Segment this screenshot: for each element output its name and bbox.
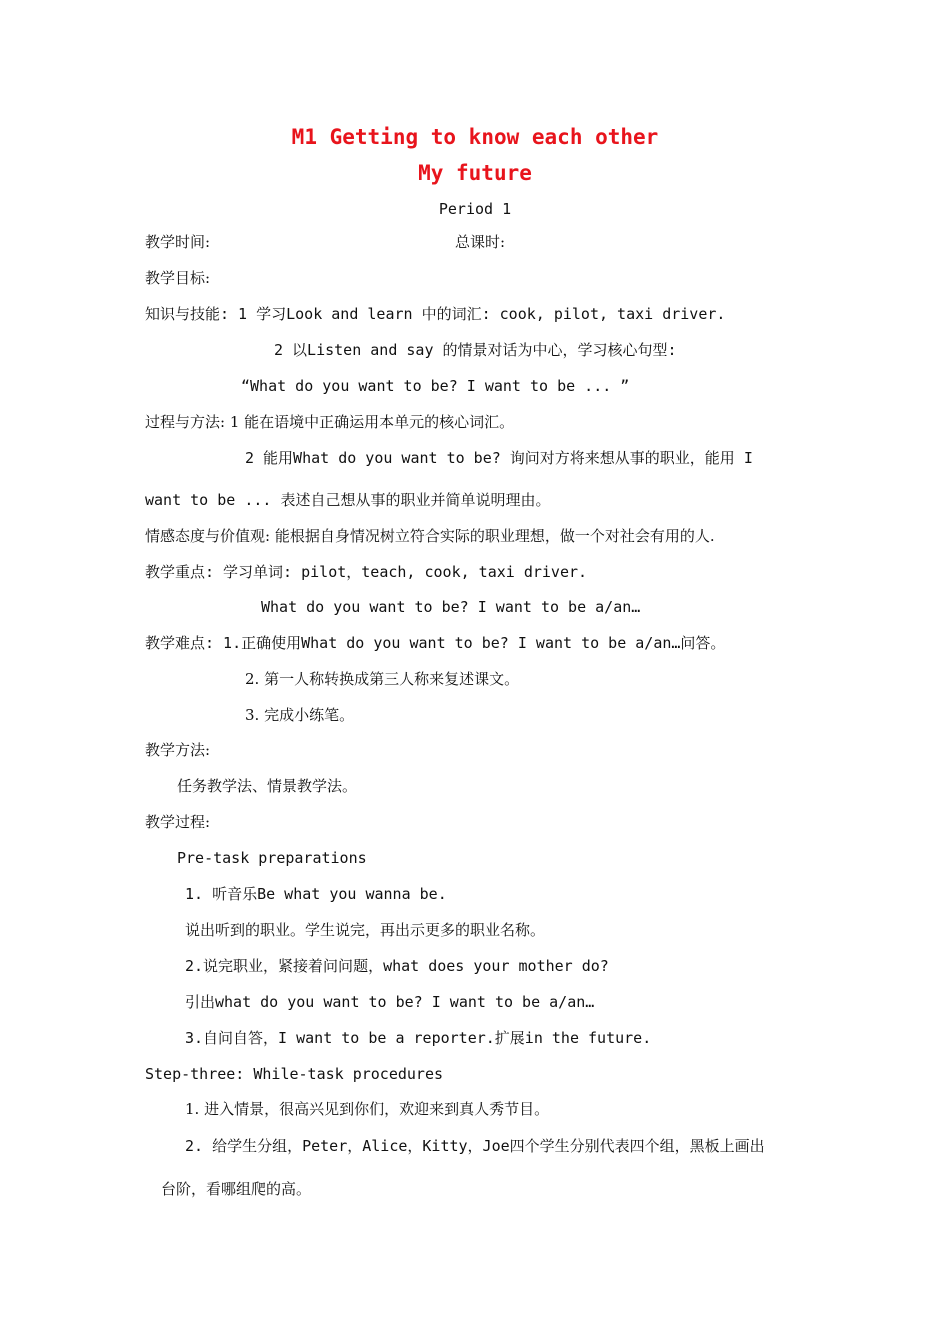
core-sentence-line: “What do you want to be? I want to be ... ” — [241, 377, 630, 395]
difficulties-line-3: 3. 完成小练笔。 — [245, 706, 355, 724]
process-heading: 教学过程: — [145, 813, 211, 831]
methods-heading: 教学方法: — [145, 741, 211, 759]
while-task-step-2-cont: 台阶，看哪组爬的高。 — [161, 1180, 312, 1198]
key-points-line-2: What do you want to be? I want to be a/an… — [261, 598, 641, 616]
teaching-time-label: 教学时间: — [145, 233, 211, 251]
emotion-values-line: 情感态度与价值观: 能根据自身情况树立符合实际的职业理想，做一个对社会有用的人. — [145, 527, 715, 545]
key-points-line: 教学重点: 学习单词: pilot，teach, cook, taxi driver. — [145, 563, 588, 581]
period-label: Period 1 — [438, 200, 512, 218]
process-method-line-2: 2 能用What do you want to be? 询问对方将来想从事的职业，能用 I — [245, 449, 753, 467]
pre-task-step-2: 2.说完职业，紧接着问问题，what does your mother do? — [185, 957, 609, 975]
pre-task-step-3: 3.自问自答，I want to be a reporter.扩展in the future. — [185, 1029, 652, 1047]
while-task-step-1: 1. 进入情景，很高兴见到你们，欢迎来到真人秀节目。 — [185, 1100, 550, 1118]
process-method-line: 过程与方法: 1 能在语境中正确运用本单元的核心词汇。 — [145, 413, 515, 431]
document-title: M1 Getting to know each other — [291, 125, 659, 149]
while-task-step-2: 2. 给学生分组，Peter，Alice，Kitty，Joe四个学生分别代表四个组，黑板上画出 — [185, 1137, 765, 1155]
methods-line: 任务教学法、情景教学法。 — [177, 777, 358, 795]
knowledge-skills-line-2: 2 以Listen and say 的情景对话为中心，学习核心句型: — [274, 341, 677, 359]
pre-task-step-2-detail: 引出what do you want to be? I want to be a/an… — [185, 993, 595, 1011]
difficulties-line: 教学难点: 1.正确使用What do you want to be? I want to be a/an…问答。 — [145, 634, 726, 652]
pre-task-heading: Pre-task preparations — [177, 849, 367, 867]
pre-task-step-1-detail: 说出听到的职业。学生说完，再出示更多的职业名称。 — [185, 921, 546, 939]
while-task-heading: Step-three: While-task procedures — [145, 1065, 444, 1083]
process-method-line-3: want to be ... 表述自己想从事的职业并简单说明理由。 — [145, 491, 551, 509]
pre-task-step-1: 1. 听音乐Be what you wanna be. — [185, 885, 447, 903]
document-subtitle: My future — [418, 161, 532, 185]
knowledge-skills-line: 知识与技能: 1 学习Look and learn 中的词汇: cook, pilot, taxi driver. — [145, 305, 726, 323]
objectives-heading: 教学目标: — [145, 269, 211, 287]
difficulties-line-2: 2. 第一人称转换成第三人称来复述课文。 — [245, 670, 520, 688]
total-hours-label: 总课时: — [455, 233, 506, 251]
